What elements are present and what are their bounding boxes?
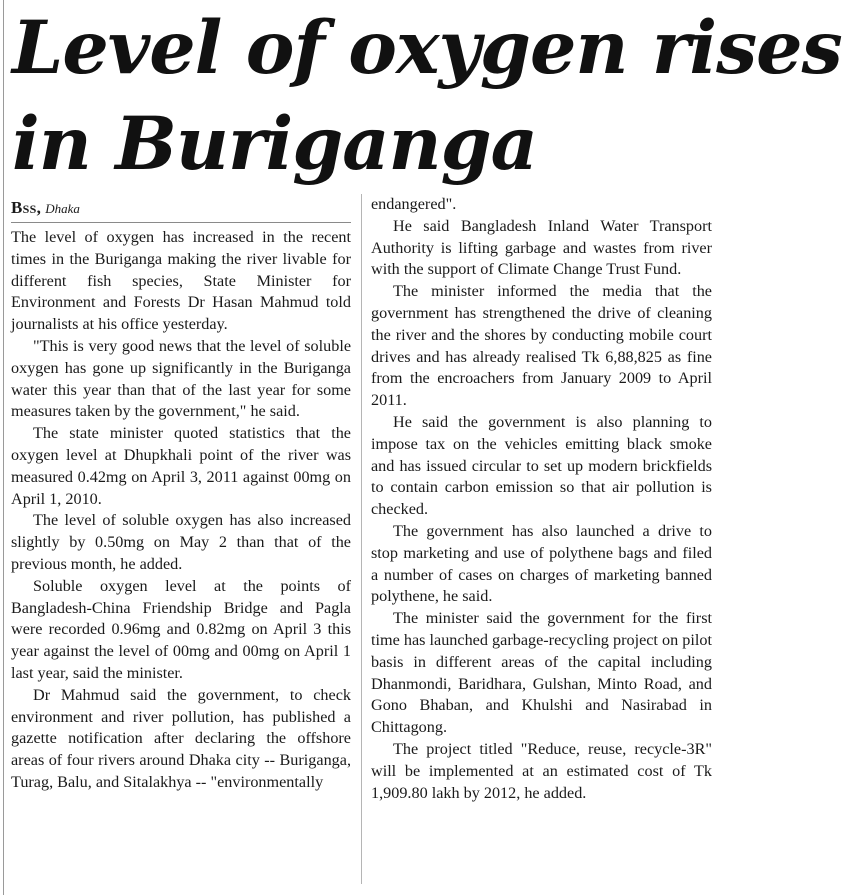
paragraph: He said the government is also planning to impose tax on the vehicles emitting black smoke and has issued circular to set up modern brickfields to contain carbon emission so that air pollution is checked. xyxy=(371,412,712,519)
paragraph: "This is very good news that the level of soluble oxygen has gone up significantly in the Buriganga water this year than that of the last year for some measures taken by the government," he said. xyxy=(11,336,351,421)
byline xyxy=(11,194,351,223)
headline xyxy=(12,0,842,192)
paragraph: The project titled "Reduce, reuse, recycle-3R" will be implemented at an estimated cost of Tk 1,909.80 lakh by 2012, he added. xyxy=(371,739,712,802)
article-column-left xyxy=(11,194,351,794)
paragraph: The state minister quoted statistics that the oxygen level at Dhupkhali point of the river was measured 0.42mg on April 3, 2011 against 00mg on April 1, 2010. xyxy=(11,424,351,508)
paragraph: The government has also launched a drive to stop marketing and use of polythene bags and filed a number of cases on charges of marketing banned polythene, he said. xyxy=(371,521,712,606)
paragraph: The minister said the government for the first time has launched garbage-recycling project on pilot basis in different areas of the capital including Dhanmondi, Baridhara, Gulshan, Minto Road, and Gono Bhaban, and Khulshi and Nasirabad in Chittagong. xyxy=(371,609,712,737)
page-edge-rule xyxy=(3,0,4,895)
paragraph: The minister informed the media that the government has strengthened the drive of cleaning the river and the shores by conducting mobile court drives and has already realised Tk 6,88,825 as fine from the encroachers from January 2009 to April 2011. xyxy=(371,282,712,410)
paragraph: The level of soluble oxygen has also increased slightly by 0.50mg on May 2 than that of the previous month, he added. xyxy=(11,511,351,573)
article-column-right xyxy=(371,194,712,804)
paragraph: The level of oxygen has increased in the recent times in the Buriganga making the river livable for different fish species, State Minister for Environment and Forests Dr Hasan Mahmud told journalists at his office yesterday. xyxy=(11,228,351,334)
paragraph-continued: endangered". xyxy=(371,195,457,213)
paragraph: He said Bangladesh Inland Water Transport Authority is lifting garbage and wastes from river with the support of Climate Change Trust Fund. xyxy=(371,216,712,279)
paragraph: Dr Mahmud said the government, to check environment and river pollution, has published a gazette notification after declaring the offshore areas of four rivers around Dhaka city -- Buriganga, Turag, Balu, and Sitalakhya -- "environmentally xyxy=(11,685,351,791)
paragraph: Soluble oxygen level at the points of Bangladesh-China Friendship Bridge and Pagla were recorded 0.96mg and 0.82mg on April 3 this year against the level of 00mg and 00mg on April 1 last year, said the minister. xyxy=(11,576,351,682)
byline-agency: Bss, xyxy=(11,198,42,217)
byline-location: Dhaka xyxy=(45,201,80,216)
column-divider xyxy=(361,194,362,884)
headline-line-1: Level of oxygen rises xyxy=(12,5,842,91)
headline-line-2: in Buriganga xyxy=(12,101,537,187)
